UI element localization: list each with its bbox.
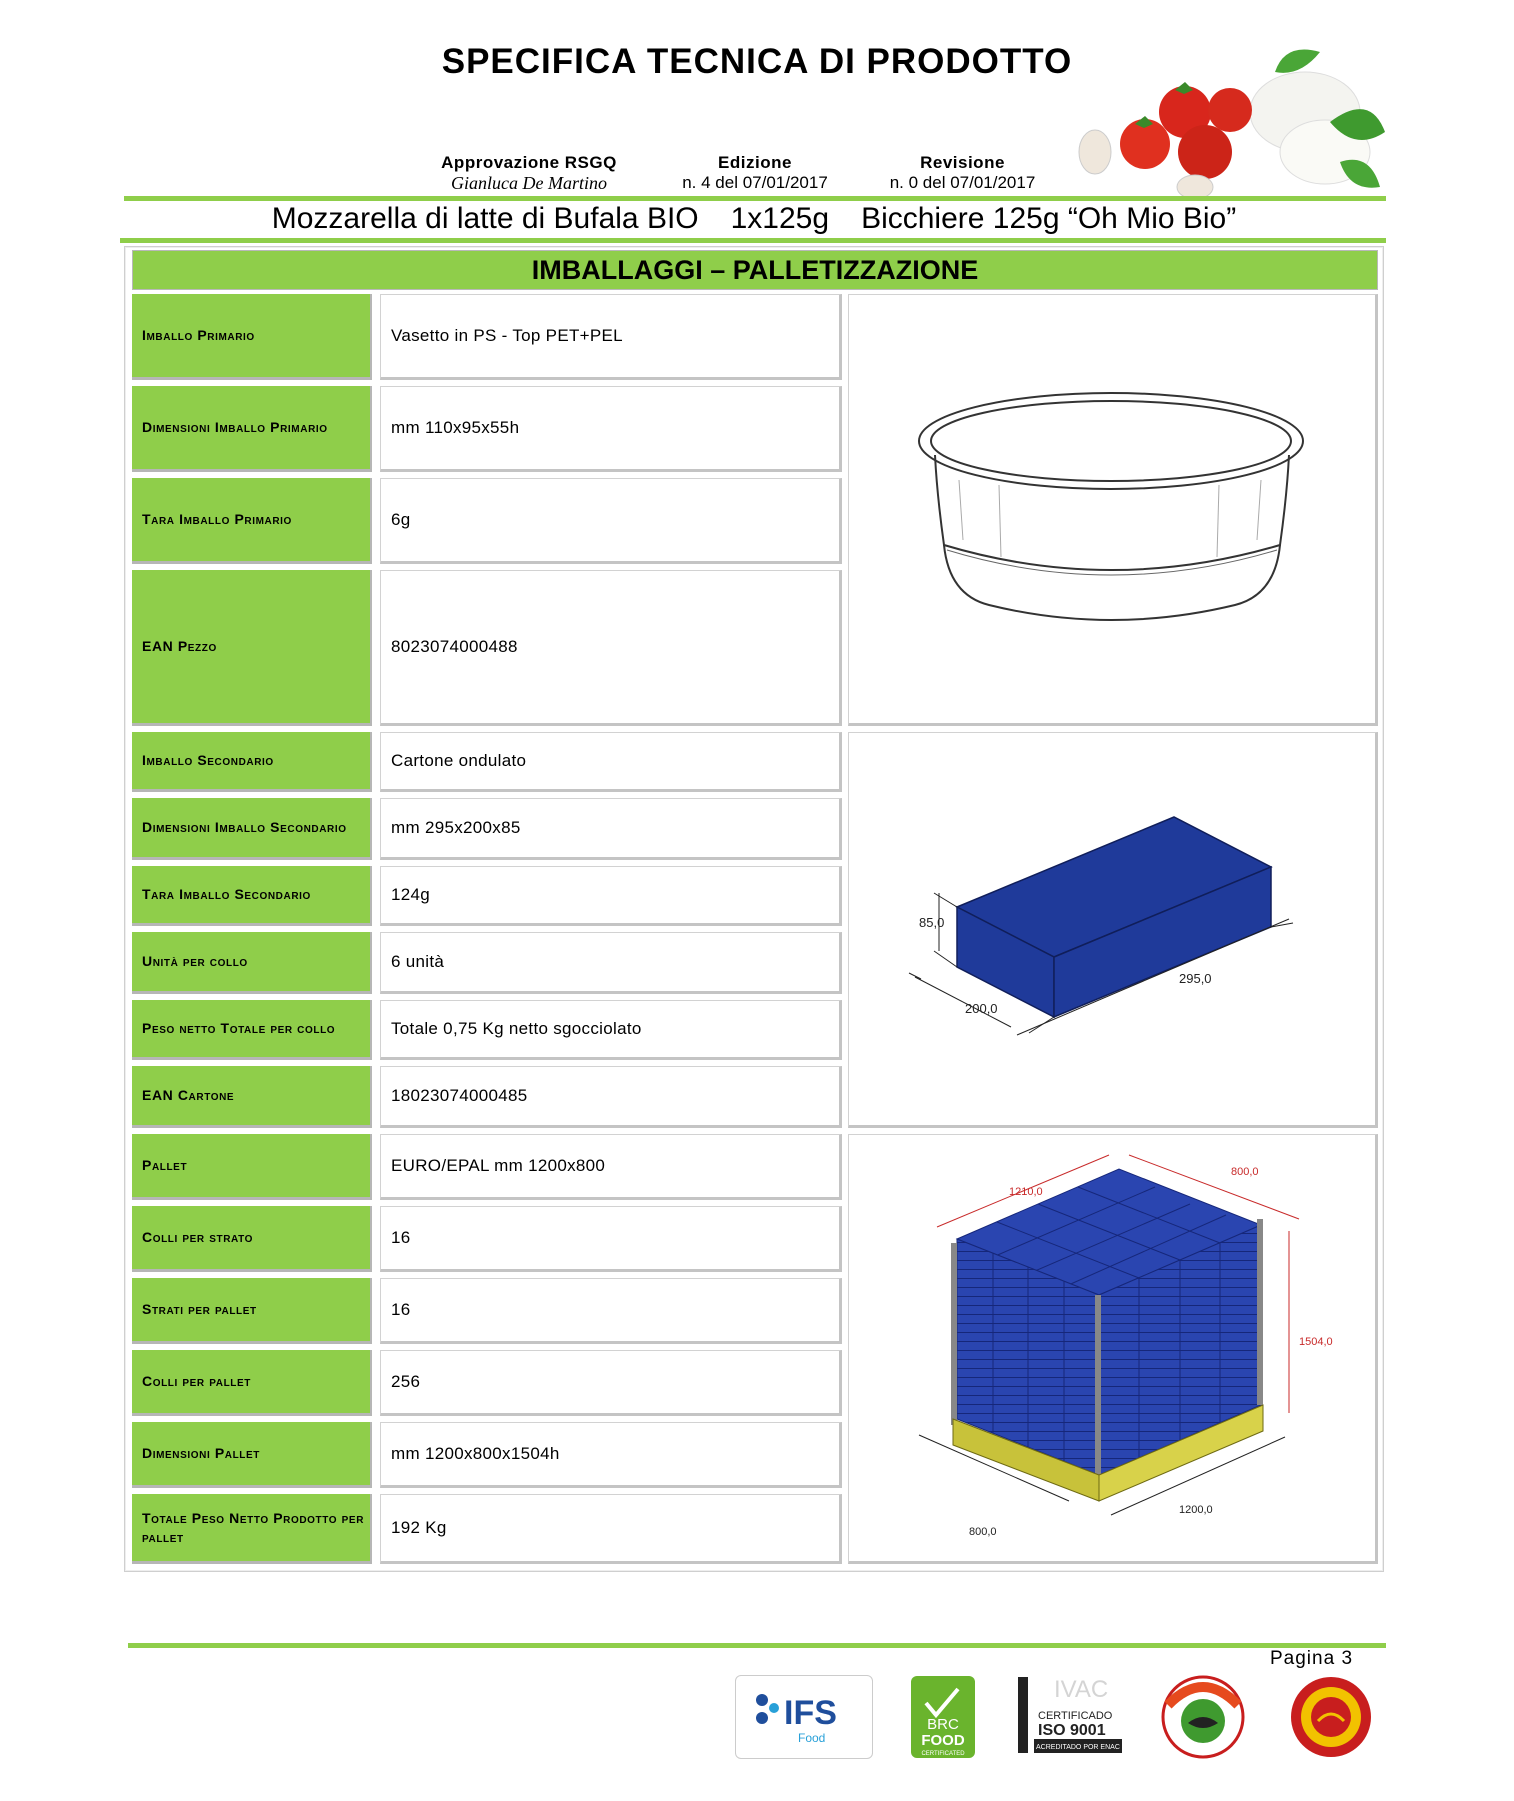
product-name: Mozzarella di latte di Bufala BIO [271, 202, 699, 235]
row-value-colli-per-strato: 16 [380, 1206, 842, 1272]
row-label-dimensioni-primario: Dimensioni Imballo Primario [132, 386, 372, 472]
row-value-ean-pezzo: 8023074000488 [380, 570, 842, 726]
row-value-tara-primario: 6g [380, 478, 842, 564]
document-title: SPECIFICA TECNICA DI PRODOTTO [441, 42, 1073, 81]
row-value-ean-cartone: 18023074000485 [380, 1066, 842, 1128]
row-value-imballo-primario: Vasetto in PS - Top PET+PEL [380, 294, 842, 380]
row-label-ean-pezzo: EAN Pezzo [132, 570, 372, 726]
svg-text:IVAC: IVAC [1054, 1676, 1109, 1703]
header-rule-bottom [120, 238, 1386, 243]
carton-length-label: 295,0 [1179, 971, 1212, 986]
section-title: IMBALLAGGI – PALLETIZZAZIONE [132, 250, 1378, 290]
approval-label: Approvazione RSGQ [441, 153, 617, 172]
row-value-dimensioni-primario: mm 110x95x55h [380, 386, 842, 472]
row-value-colli-per-pallet: 256 [380, 1350, 842, 1416]
row-value-unita-per-collo: 6 unità [380, 932, 842, 994]
row-value-tara-secondario: 124g [380, 866, 842, 926]
page-number: Pagina 3 [1270, 1648, 1354, 1669]
row-label-imballo-primario: Imballo Primario [132, 294, 372, 380]
brc-logo-text: BRC [927, 1716, 959, 1733]
carton-height-label: 85,0 [919, 915, 945, 930]
revision-block [865, 153, 1060, 193]
row-label-imballo-secondario: Imballo Secondario [132, 732, 372, 792]
row-value-imballo-secondario: Cartone ondulato [380, 732, 842, 792]
pallet-top-length-label: 1210,0 [1009, 1186, 1043, 1198]
revision-value: n. 0 del 07/01/2017 [889, 173, 1036, 192]
edition-value: n. 4 del 07/01/2017 [682, 173, 828, 192]
row-label-peso-netto-pallet: Totale Peso Netto Prodotto per pallet [132, 1494, 372, 1564]
product-line [124, 200, 1384, 238]
carton-panel [848, 732, 1378, 1128]
pallet-height-label: 1504,0 [1299, 1336, 1333, 1348]
row-value-strati-per-pallet: 16 [380, 1278, 842, 1344]
pallet-drawing [849, 1135, 1375, 1561]
primary-pack-panel [848, 294, 1378, 726]
iso-9001-logo [1014, 1675, 1124, 1757]
row-label-pallet: Pallet [132, 1134, 372, 1200]
brc-logo-food: FOOD [921, 1732, 965, 1749]
mozzarella-campana-seal [1158, 1675, 1248, 1757]
pallet-panel [848, 1134, 1378, 1564]
carton-width-label: 200,0 [965, 1001, 998, 1016]
product-format: 1x125g [730, 202, 830, 235]
dop-seal [1288, 1675, 1374, 1757]
row-label-dimensioni-pallet: Dimensioni Pallet [132, 1422, 372, 1488]
row-value-peso-netto-pallet: 192 Kg [380, 1494, 842, 1564]
row-value-peso-netto-collo: Totale 0,75 Kg netto sgocciolato [380, 1000, 842, 1060]
row-label-tara-secondario: Tara Imballo Secondario [132, 866, 372, 926]
row-label-dimensioni-secondario: Dimensioni Imballo Secondario [132, 798, 372, 860]
brc-food-logo [910, 1675, 976, 1757]
carton-drawing [849, 733, 1375, 1125]
iso-logo-cert: CERTIFICADO [1038, 1710, 1113, 1722]
row-label-colli-per-pallet: Colli per pallet [132, 1350, 372, 1416]
pallet-top-width-label: 800,0 [1231, 1166, 1259, 1178]
row-value-dimensioni-pallet: mm 1200x800x1504h [380, 1422, 842, 1488]
row-value-dimensioni-secondario: mm 295x200x85 [380, 798, 842, 860]
ifs-logo-text: IFS [784, 1694, 837, 1732]
edition-label: Edizione [718, 153, 792, 172]
pallet-base-width-label: 800,0 [969, 1526, 997, 1538]
ifs-food-logo [735, 1675, 873, 1759]
edition-block [660, 153, 850, 193]
pallet-base-length-label: 1200,0 [1179, 1504, 1213, 1516]
brc-logo-cert: CERTIFICATED [921, 1751, 965, 1757]
cup-drawing [849, 295, 1375, 723]
row-label-peso-netto-collo: Peso netto Totale per collo [132, 1000, 372, 1060]
row-label-tara-primario: Tara Imballo Primario [132, 478, 372, 564]
product-package: Bicchiere 125g “Oh Mio Bio” [861, 202, 1237, 235]
row-label-strati-per-pallet: Strati per pallet [132, 1278, 372, 1344]
row-label-unita-per-collo: Unità per collo [132, 932, 372, 994]
approval-block [424, 153, 634, 193]
mozzarella-tomato-image [1075, 32, 1395, 202]
approval-signature: Gianluca De Martino [451, 173, 607, 193]
ifs-logo-subtext: Food [798, 1731, 826, 1745]
iso-logo-subtext: ACREDITADO POR ENAC [1036, 1744, 1120, 1751]
row-label-colli-per-strato: Colli per strato [132, 1206, 372, 1272]
iso-logo-text: ISO 9001 [1038, 1722, 1106, 1739]
row-value-pallet: EURO/EPAL mm 1200x800 [380, 1134, 842, 1200]
revision-label: Revisione [920, 153, 1005, 172]
footer-rule [128, 1643, 1386, 1648]
row-label-ean-cartone: EAN Cartone [132, 1066, 372, 1128]
